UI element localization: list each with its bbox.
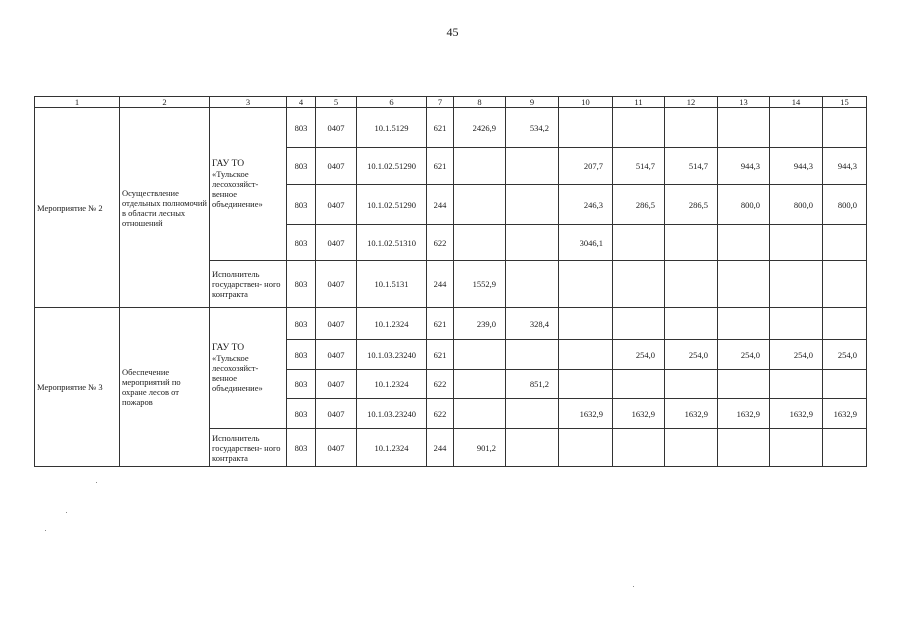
cell: [665, 108, 718, 148]
cell: [613, 308, 665, 340]
cell: 800,0: [823, 185, 867, 225]
cell: [770, 261, 823, 308]
cell: 10.1.5129: [357, 108, 427, 148]
header-cell: 8: [454, 97, 506, 108]
cell: 0407: [316, 340, 357, 370]
cell: 944,3: [718, 148, 770, 185]
cell: 803: [287, 185, 316, 225]
cell: 286,5: [665, 185, 718, 225]
header-cell: 14: [770, 97, 823, 108]
header-cell: 7: [427, 97, 454, 108]
cell: [823, 225, 867, 261]
cell: [770, 225, 823, 261]
cell: 803: [287, 261, 316, 308]
cell: [823, 370, 867, 399]
cell: 944,3: [823, 148, 867, 185]
cell: [665, 225, 718, 261]
header-row: [35, 97, 867, 108]
cell: 10.1.2324: [357, 370, 427, 399]
cell: [506, 399, 559, 429]
cell: [454, 185, 506, 225]
scan-speck: [45, 530, 46, 531]
cell: 514,7: [665, 148, 718, 185]
cell: [665, 261, 718, 308]
cell: 239,0: [454, 308, 506, 340]
header-cell: 1: [35, 97, 120, 108]
cell: [718, 225, 770, 261]
cell: 254,0: [665, 340, 718, 370]
header-cell: 3: [210, 97, 287, 108]
cell: [559, 308, 613, 340]
header-cell: 5: [316, 97, 357, 108]
cell: [823, 308, 867, 340]
cell: 901,2: [454, 429, 506, 467]
cell: 803: [287, 399, 316, 429]
cell: 803: [287, 225, 316, 261]
cell: 10.1.03.23240: [357, 340, 427, 370]
cell: [718, 261, 770, 308]
cell: [506, 225, 559, 261]
cell: 851,2: [506, 370, 559, 399]
cell: [454, 340, 506, 370]
cell: 0407: [316, 399, 357, 429]
cell: [770, 108, 823, 148]
measure-description: Осуществление отдельных полномочий в области лесных отношений: [120, 108, 210, 308]
scan-speck: [66, 512, 67, 513]
cell: 10.1.03.23240: [357, 399, 427, 429]
cell: 0407: [316, 429, 357, 467]
cell: 254,0: [823, 340, 867, 370]
cell: 246,3: [559, 185, 613, 225]
cell: 10.1.2324: [357, 308, 427, 340]
header-cell: 12: [665, 97, 718, 108]
cell: 803: [287, 370, 316, 399]
cell: 1632,9: [770, 399, 823, 429]
cell: [823, 429, 867, 467]
cell: 1632,9: [823, 399, 867, 429]
cell: 10.1.02.51290: [357, 148, 427, 185]
cell: 10.1.02.51310: [357, 225, 427, 261]
scan-speck: [96, 482, 97, 483]
cell: 254,0: [718, 340, 770, 370]
cell: [770, 370, 823, 399]
contractor-cell: Исполнитель государствен- ного контракта: [210, 261, 287, 308]
header-cell: 15: [823, 97, 867, 108]
cell: 622: [427, 399, 454, 429]
cell: 10.1.2324: [357, 429, 427, 467]
cell: 254,0: [613, 340, 665, 370]
table-row: [35, 308, 867, 340]
cell: 1552,9: [454, 261, 506, 308]
cell: [454, 148, 506, 185]
cell: [823, 261, 867, 308]
header-cell: 4: [287, 97, 316, 108]
header-cell: 6: [357, 97, 427, 108]
cell: [665, 308, 718, 340]
cell: 621: [427, 340, 454, 370]
cell: 0407: [316, 108, 357, 148]
cell: 622: [427, 225, 454, 261]
cell: 803: [287, 148, 316, 185]
cell: [770, 429, 823, 467]
cell: 514,7: [613, 148, 665, 185]
cell: 1632,9: [665, 399, 718, 429]
cell: 0407: [316, 148, 357, 185]
cell: 1632,9: [613, 399, 665, 429]
executor-name: «Тульское лесохозяйст- венное объединение»: [212, 353, 263, 393]
cell: [613, 225, 665, 261]
header-cell: 9: [506, 97, 559, 108]
cell: 621: [427, 148, 454, 185]
cell: 207,7: [559, 148, 613, 185]
executor-cell: [210, 108, 287, 261]
executor-cell: [210, 308, 287, 429]
cell: 3046,1: [559, 225, 613, 261]
cell: [613, 370, 665, 399]
scan-speck: [633, 586, 634, 587]
cell: 328,4: [506, 308, 559, 340]
cell: [559, 370, 613, 399]
measure-name: Мероприятие № 3: [35, 308, 120, 467]
cell: 2426,9: [454, 108, 506, 148]
cell: 803: [287, 308, 316, 340]
cell: [559, 261, 613, 308]
cell: [770, 308, 823, 340]
cell: [665, 370, 718, 399]
cell: 254,0: [770, 340, 823, 370]
cell: 0407: [316, 308, 357, 340]
cell: [559, 429, 613, 467]
cell: 244: [427, 429, 454, 467]
cell: [718, 370, 770, 399]
cell: [613, 261, 665, 308]
cell: [506, 148, 559, 185]
cell: [454, 370, 506, 399]
cell: [454, 225, 506, 261]
cell: 244: [427, 261, 454, 308]
cell: [718, 108, 770, 148]
cell: 0407: [316, 185, 357, 225]
cell: 244: [427, 185, 454, 225]
cell: 0407: [316, 225, 357, 261]
page-number: 45: [446, 25, 459, 39]
executor-name: «Тульское лесохозяйст- венное объединение»: [212, 169, 263, 209]
contractor-cell: Исполнитель государствен- ного контракта: [210, 429, 287, 467]
cell: [559, 340, 613, 370]
cell: [613, 429, 665, 467]
cell: 944,3: [770, 148, 823, 185]
cell: 1632,9: [718, 399, 770, 429]
cell: [665, 429, 718, 467]
cell: [506, 261, 559, 308]
cell: 0407: [316, 370, 357, 399]
header-cell: 2: [120, 97, 210, 108]
cell: 534,2: [506, 108, 559, 148]
cell: [454, 399, 506, 429]
cell: [559, 108, 613, 148]
table-row: [35, 108, 867, 148]
measure-description: Обеспечение мероприятий по охране лесов от пожаров: [120, 308, 210, 467]
cell: [506, 340, 559, 370]
cell: 800,0: [718, 185, 770, 225]
cell: [718, 429, 770, 467]
cell: [613, 108, 665, 148]
cell: 621: [427, 308, 454, 340]
cell: [506, 429, 559, 467]
cell: 1632,9: [559, 399, 613, 429]
budget-table: [34, 96, 867, 467]
executor-title: ГАУ ТО: [212, 343, 245, 353]
cell: 622: [427, 370, 454, 399]
cell: 803: [287, 340, 316, 370]
cell: 803: [287, 429, 316, 467]
cell: 0407: [316, 261, 357, 308]
cell: [718, 308, 770, 340]
header-cell: 11: [613, 97, 665, 108]
cell: 286,5: [613, 185, 665, 225]
header-cell: 10: [559, 97, 613, 108]
executor-title: ГАУ ТО: [212, 159, 245, 169]
cell: 10.1.5131: [357, 261, 427, 308]
cell: 10.1.02.51290: [357, 185, 427, 225]
cell: [823, 108, 867, 148]
cell: 621: [427, 108, 454, 148]
header-cell: 13: [718, 97, 770, 108]
measure-name: Мероприятие № 2: [35, 108, 120, 308]
cell: 800,0: [770, 185, 823, 225]
cell: [506, 185, 559, 225]
cell: 803: [287, 108, 316, 148]
